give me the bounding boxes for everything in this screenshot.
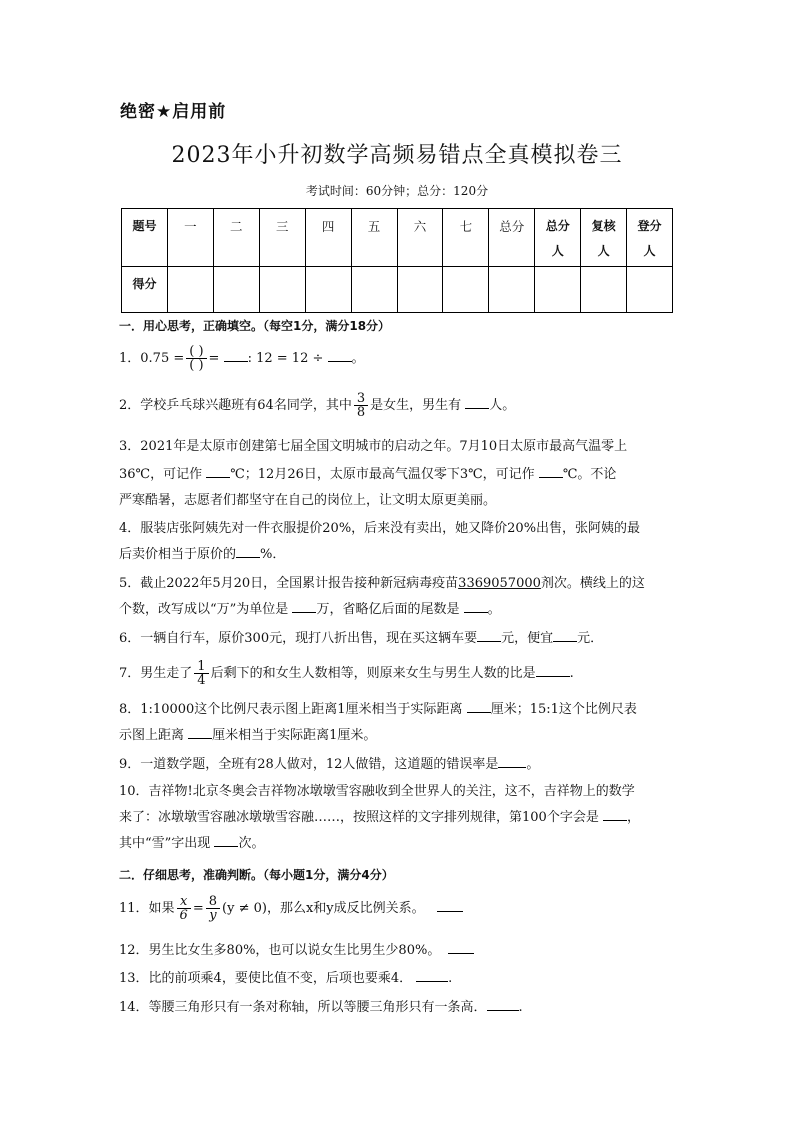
answer-blank[interactable] — [437, 897, 463, 912]
question-text: 示图上距离 — [119, 728, 185, 743]
question-text: 14．等腰三角形只有一条对称轴，所以等腰三角形只有一条高． — [119, 1000, 487, 1015]
question-text: 7．男生走了 — [119, 666, 193, 681]
question-10 — [119, 779, 684, 857]
question-text: . — [569, 666, 574, 681]
header-cell-line: 复核 — [591, 219, 616, 233]
question-text: 13．比的前项乘4，要使比值不变，后项也要乘4． — [119, 971, 413, 986]
question-text: 人。 — [489, 398, 516, 413]
question-13 — [119, 966, 684, 992]
question-text: 4．服装店张阿姨先对一件衣服提价20%，后来没有卖出，她又降价20%出售，张阿姨的最 — [119, 521, 641, 536]
score-cell — [213, 267, 259, 313]
score-table-header-row — [122, 209, 673, 267]
answer-blank[interactable] — [487, 996, 519, 1011]
answer-blank[interactable] — [214, 832, 238, 847]
score-cell — [581, 267, 627, 313]
answer-blank[interactable] — [603, 806, 627, 821]
question-text: 2．学校乒乓球兴趣班有64名同学，其中 — [119, 398, 352, 413]
header-cell-line: 总分 — [545, 219, 570, 233]
answer-blank[interactable] — [448, 939, 474, 954]
question-7 — [119, 660, 684, 687]
question-2 — [119, 392, 684, 419]
answer-blank[interactable] — [224, 347, 248, 362]
question-text: 。 — [526, 757, 540, 772]
question-text: 0.75 = — [140, 351, 185, 366]
score-cell — [259, 267, 305, 313]
question-text: 。 — [351, 351, 365, 366]
question-text: 。 — [487, 602, 501, 617]
score-cell — [627, 267, 673, 313]
question-text: 5．截止2022年5月20日，全国累计报告接种新冠病毒疫苗 — [119, 576, 459, 591]
secret-label: 绝密★启用前 — [120, 102, 227, 122]
section-heading: 一．用心思考，正确填空。（每空1分，满分18分） — [119, 319, 391, 333]
score-cell — [351, 267, 397, 313]
question-text: 元，便宜 — [501, 631, 554, 646]
fraction-denominator: y — [209, 908, 217, 923]
question-14 — [119, 995, 684, 1021]
question-5 — [119, 571, 684, 623]
answer-blank[interactable] — [464, 598, 488, 613]
answer-blank[interactable] — [498, 753, 526, 768]
question-text: : 12 = 12 ÷ — [247, 351, 324, 366]
question-text: 后剩下的和女生人数相等，则原来女生与男生人数的比是 — [210, 666, 536, 681]
header-cell — [627, 209, 673, 267]
header-cell: 四 — [305, 209, 351, 267]
answer-blank[interactable] — [328, 347, 352, 362]
question-4 — [119, 516, 684, 568]
fraction-denominator: 4 — [197, 673, 206, 688]
score-cell — [489, 267, 535, 313]
answer-blank[interactable] — [206, 463, 230, 478]
fraction — [354, 392, 368, 419]
fraction-denominator: 6 — [179, 908, 188, 923]
answer-blank[interactable] — [539, 463, 563, 478]
question-text: 3．2021年是太原市创建第七届全国文明城市的启动之年。7月10日太原市最高气温零上 — [119, 439, 628, 454]
score-cell — [167, 267, 213, 313]
answer-blank[interactable] — [465, 394, 489, 409]
header-cell: 一 — [167, 209, 213, 267]
question-text: 厘米相当于实际距离1厘米。 — [212, 728, 377, 743]
header-cell — [581, 209, 627, 267]
fraction-numerator: 8 — [206, 895, 220, 909]
answer-blank[interactable] — [188, 724, 212, 739]
fraction-denominator: 8 — [356, 405, 366, 420]
question-11 — [119, 895, 684, 922]
header-cell: 七 — [443, 209, 489, 267]
question-text: 来了：冰墩墩雪容融冰墩墩雪容融……，按照这样的文字排列规律，第100个字会是 — [119, 810, 599, 825]
header-cell: 题号 — [122, 209, 168, 267]
header-cell: 总分 — [489, 209, 535, 267]
question-text: 6．一辆自行车，原价300元，现打八折出售，现在买这辆车要 — [119, 631, 478, 646]
header-cell-line: 人 — [643, 244, 656, 258]
question-12 — [119, 938, 684, 964]
question-text: = — [208, 351, 220, 366]
question-text: . — [518, 1000, 523, 1015]
question-text: 9．一道数学题，全班有28人做对，12人做错，这道题的错误率是 — [119, 757, 499, 772]
question-9 — [119, 752, 684, 778]
question-text: 剂次。横线上的这 — [540, 576, 645, 591]
header-cell-line: 人 — [551, 244, 564, 258]
question-text: (y ≠ 0) — [222, 901, 267, 916]
header-cell: 五 — [351, 209, 397, 267]
underlined-number: 3369057000 — [458, 576, 541, 591]
question-text: ℃。不论 — [562, 467, 617, 482]
question-8 — [119, 697, 684, 749]
score-table — [121, 208, 673, 313]
score-cell — [397, 267, 443, 313]
question-text: %． — [260, 547, 286, 562]
answer-blank[interactable] — [292, 598, 316, 613]
question-text: 个数，改写成以“万”为单位是 — [119, 602, 289, 617]
score-cell — [305, 267, 351, 313]
fraction-numerator: 3 — [354, 392, 368, 406]
question-text: = — [192, 901, 204, 916]
header-cell-line: 登分 — [637, 219, 662, 233]
fraction — [206, 895, 220, 922]
question-number: 1． — [119, 351, 141, 366]
header-cell: 三 — [259, 209, 305, 267]
question-text: 严寒酷暑，志愿者们都坚守在自己的岗位上，让文明太原更美丽。 — [119, 493, 497, 508]
page-title: 2023年小升初数学高频易错点全真模拟卷三 — [171, 143, 623, 168]
section-heading: 二．仔细思考，准确判断。（每小题1分，满分4分） — [119, 868, 394, 882]
exam-info: 考试时间：60分钟；总分：120分 — [305, 184, 489, 198]
header-cell: 二 — [213, 209, 259, 267]
header-cell: 六 — [397, 209, 443, 267]
question-text: 是女生，男生有 — [370, 398, 462, 413]
question-6 — [119, 626, 684, 652]
question-text: 元． — [577, 631, 604, 646]
question-text: 11．如果 — [119, 901, 175, 916]
fraction-numerator: x — [177, 895, 191, 909]
question-text: 万，省略亿后面的尾数是 — [316, 602, 460, 617]
question-text: 后卖价相当于原价的 — [119, 547, 237, 562]
score-table-score-row — [122, 267, 673, 313]
question-text: ，那么x和y成反比例关系。 — [266, 901, 425, 916]
question-text: 次。 — [238, 836, 265, 851]
fraction-blank[interactable] — [186, 345, 206, 372]
header-cell-line: 人 — [597, 244, 610, 258]
fraction — [177, 895, 191, 922]
question-text: 12．男生比女生多80%，也可以说女生比男生少80%。 — [119, 943, 441, 958]
score-cell — [535, 267, 581, 313]
question-text: 36℃，可记作 — [119, 467, 203, 482]
answer-blank[interactable] — [236, 543, 260, 558]
answer-blank[interactable] — [467, 698, 491, 713]
header-cell — [535, 209, 581, 267]
answer-blank[interactable] — [536, 662, 570, 677]
question-text: 厘米；15:1这个比例尺表 — [490, 702, 637, 717]
question-text: 8．1:10000这个比例尺表示图上距离1厘米相当于实际距离 — [119, 702, 463, 717]
answer-blank[interactable] — [477, 627, 501, 642]
question-text: ， — [626, 810, 640, 825]
answer-blank[interactable] — [416, 967, 448, 982]
fraction-denominator: ( ) — [189, 358, 204, 373]
fraction-numerator: 1 — [194, 660, 208, 674]
question-text: . — [448, 971, 453, 986]
answer-blank[interactable] — [553, 627, 577, 642]
fraction — [194, 660, 208, 687]
fraction-numerator: ( ) — [186, 345, 206, 359]
score-cell — [443, 267, 489, 313]
question-text: ℃；12月26日，太原市最高气温仅零下3℃，可记作 — [230, 467, 535, 482]
row-label: 得分 — [122, 267, 168, 313]
question-1 — [119, 345, 684, 372]
question-text: 10．吉祥物!北京冬奥会吉祥物冰墩墩雪容融收到全世界人的关注，这不，吉祥物上的数学 — [119, 784, 635, 799]
question-3 — [119, 434, 684, 514]
question-text: 其中“雪”字出现 — [119, 836, 211, 851]
